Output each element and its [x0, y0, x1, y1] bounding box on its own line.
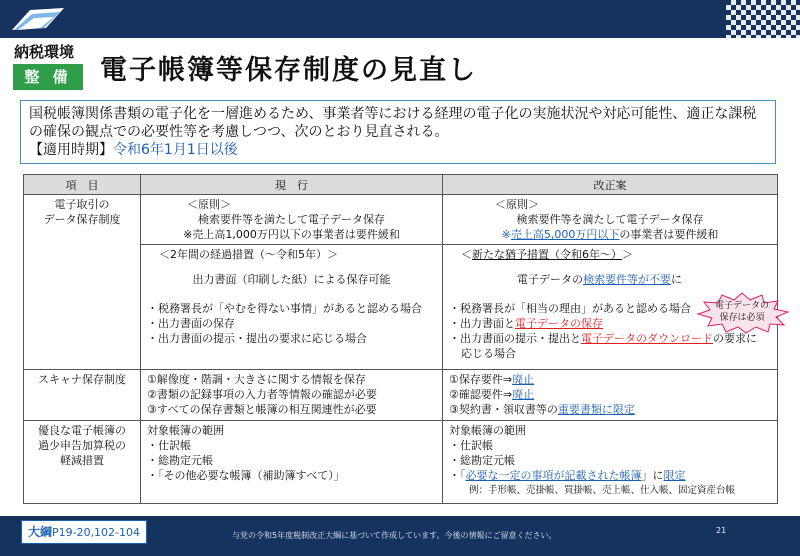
- scanner-revised-2: ②確認要件⇒廃止: [449, 388, 535, 401]
- comparison-table: [23, 174, 778, 504]
- revised-transition-main: 電子データの検索要件等が不要に: [517, 273, 682, 286]
- penalty-revised-example: 例：手形帳、売掛帳、買掛帳、売上帳、仕入帳、固定資産台帳: [469, 485, 736, 496]
- current-transition-b2: ・出力書面の保存: [147, 317, 235, 330]
- current-transition-main: 出力書面（印刷した紙）による保存可能: [192, 273, 391, 286]
- current-transition-label: ＜2年間の経過措置（～令和5年）＞: [159, 248, 338, 261]
- callout-text: 電子データの 保存は必須: [714, 301, 769, 323]
- current-transition-b3: ・出力書面の提示・提出の要求に応じる場合: [147, 332, 367, 345]
- revised-transition-cell: ＜新たな猶予措置（令和6年～）＞ 電子データの検索要件等が不要に ・税務署長が「相当の理由」があると認める場合 ・出力書面と電子データの保存 ・出力書面の提示・提出と電子データのダウンロードの要求に 応じる場合: [443, 245, 778, 370]
- table-header-row: [24, 175, 778, 195]
- intro-box: [20, 100, 776, 164]
- current-transition-cell: [141, 245, 443, 370]
- penalty-revised-title: 対象帳簿の範囲: [449, 424, 526, 437]
- sales-threshold: 売上高5,000万円以下: [510, 228, 620, 241]
- penalty-current-b3: ・「その他必要な帳簿（補助簿すべて）」: [147, 469, 345, 482]
- scanner-revised-1: ①保存要件⇒廃止: [449, 373, 535, 386]
- footer-note: 与党の令和5年度税制改正大綱に基づいて作成しています。今後の情報にご留意ください。: [232, 531, 557, 540]
- scanner-current-3: ③すべての保存書類と帳簿の相互関連性が必要: [147, 403, 377, 416]
- scanner-current-cell: [141, 370, 443, 421]
- penalty-revised-cell: [443, 421, 778, 504]
- header-current: 現 行: [141, 175, 443, 195]
- revised-principle-cell: [443, 195, 778, 245]
- table-row: [24, 195, 778, 245]
- page-number: 21: [716, 526, 727, 535]
- current-principle-cell: [141, 195, 443, 245]
- penalty-revised-b1: ・仕訳帳: [449, 439, 493, 452]
- revised-transition-label: ＜新たな猶予措置（令和6年～）＞: [461, 248, 633, 261]
- row-item-penalty-reduction: 優良な電子帳簿の 過少申告加算税の 軽減措置: [24, 421, 141, 504]
- intro-text: 国税帳簿関係書類の電子化を一層進めるため、事業者等における経理の電子化の実施状況や対応可能性、適正な課税の確保の観点での必要性等を考慮しつつ、次のとおり見直される。: [29, 106, 757, 140]
- current-principle-line2: ※売上高1,000万円以下の事業者は要件緩和: [183, 228, 400, 241]
- page-title: 電子帳簿等保存制度の見直し: [100, 55, 477, 86]
- scanner-current-2: ②書類の記録事項の入力者等情報の確認が必要: [147, 388, 377, 401]
- row-item-scanner: スキャナ保存制度: [24, 370, 141, 421]
- revised-principle-line2: ※売上高5,000万円以下の事業者は要件緩和: [501, 228, 719, 241]
- revised-transition-b2: ・出力書面と電子データの保存: [449, 317, 603, 330]
- category-label: 納税環境: [14, 43, 75, 61]
- revised-principle-label: ＜原則＞: [495, 198, 539, 211]
- current-transition-b1: ・税務署長が「やむを得ない事情」があると認める場合: [147, 302, 422, 315]
- penalty-current-cell: [141, 421, 443, 504]
- logo-icon: [10, 6, 66, 32]
- scanner-current-1: ①解像度・階調・大きさに関する情報を保存: [147, 373, 366, 386]
- table-row: [24, 370, 778, 421]
- period-value: 令和6年1月1日以後: [113, 142, 238, 158]
- checker-pattern-decoration: [726, 0, 800, 38]
- scanner-revised-cell: [443, 370, 778, 421]
- row-item-electronic-transactions: 電子取引の データ保存制度: [24, 195, 141, 370]
- period-label: 【適用時期】: [29, 142, 113, 158]
- penalty-current-title: 対象帳簿の範囲: [147, 424, 224, 437]
- penalty-current-b2: ・総勘定元帳: [147, 454, 213, 467]
- penalty-current-b1: ・仕訳帳: [147, 439, 191, 452]
- revised-transition-b1: ・税務署長が「相当の理由」があると認める場合: [449, 302, 691, 315]
- revised-transition-b3: ・出力書面の提示・提出と電子データのダウンロードの要求に: [449, 332, 757, 345]
- header-item: 項 目: [24, 175, 141, 195]
- scanner-revised-3: ③契約書・領収書等の重要書類に限定: [449, 403, 635, 416]
- header-revised: 改正案: [443, 175, 778, 195]
- current-principle-label: ＜原則＞: [187, 198, 231, 211]
- table-row: [24, 421, 778, 504]
- revised-principle-line1: 検索要件等を満たして電子データ保存: [516, 213, 704, 226]
- current-principle-line1: 検索要件等を満たして電子データ保存: [198, 213, 385, 226]
- reference-badge: 大綱P19-20,102-104: [21, 520, 147, 544]
- header-bar: [0, 0, 800, 38]
- penalty-revised-b3: ・「必要な一定の事項が記載された帳簿」に限定: [449, 469, 686, 482]
- penalty-revised-b2: ・総勘定元帳: [449, 454, 515, 467]
- status-badge: 整 備: [13, 64, 83, 90]
